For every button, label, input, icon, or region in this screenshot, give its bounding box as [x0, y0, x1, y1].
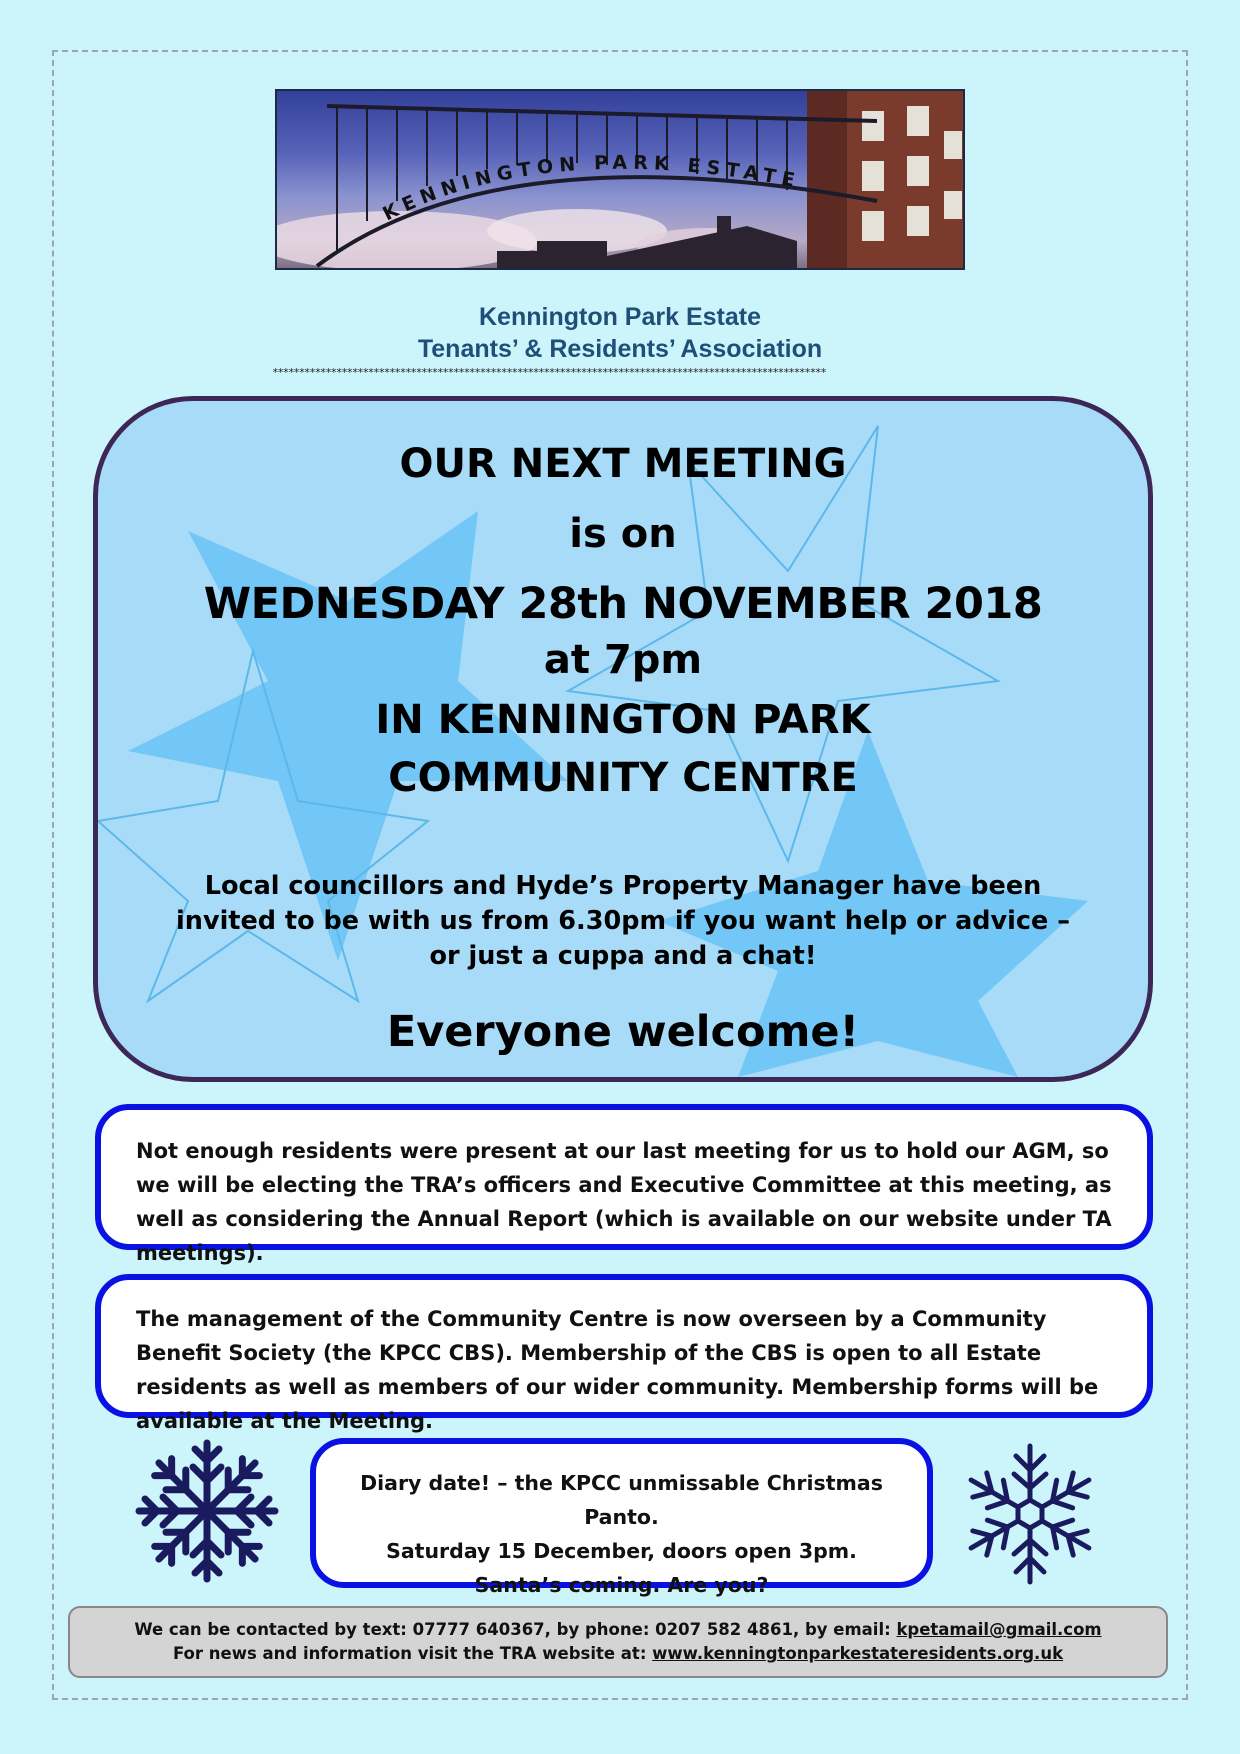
estate-sign-lettering: KENNINGTON PARK ESTATE	[379, 151, 803, 226]
meeting-heading: OUR NEXT MEETING	[399, 441, 847, 487]
cbs-notice: The management of the Community Centre is now overseen by a Community Benefit Society (the KPCC CBS). Membership of the CBS is open to all Estate residents as well as members of our wider community. Membership forms will be available at the Meeting.	[95, 1274, 1153, 1418]
meeting-announcement-box	[93, 396, 1153, 1082]
asterisk-divider: ********************************************************************************************************	[272, 368, 826, 378]
diary-line-1: Diary date! – the KPCC unmissable Christmas Panto.	[360, 1471, 883, 1529]
meeting-time: at 7pm	[543, 637, 703, 683]
meeting-invite-text: Local councillors and Hyde’s Property Manager have been invited to be with us from 6.30pm if you want help or advice – or just a cuppa and a chat!	[176, 871, 1070, 971]
org-subtitle: Tenants’ & Residents’ Association	[417, 335, 823, 363]
diary-date-notice	[310, 1438, 933, 1597]
diary-line-3: Santa’s coming. Are you?	[474, 1573, 769, 1597]
snowflake-icon	[956, 1440, 1104, 1588]
meeting-venue-line1: IN KENNINGTON PARK	[375, 697, 871, 743]
website-text: For news and information visit the TRA website at:	[172, 1644, 653, 1663]
website-link[interactable]: www.kenningtonparkestateresidents.org.uk	[652, 1644, 1064, 1663]
contact-footer	[68, 1606, 1168, 1678]
contact-text: We can be contacted by text: 07777 640367, by phone: 0207 582 4861, by email:	[134, 1620, 897, 1639]
org-name: Kennington Park Estate	[479, 303, 761, 331]
agm-notice: Not enough residents were present at our last meeting for us to hold our AGM, so we will be electing the TRA’s officers and Executive Committee at this meeting, as well as considering the Annual Report (which is available on our website under TA meetings).	[95, 1104, 1153, 1250]
email-link[interactable]: kpetamail@gmail.com	[896, 1620, 1102, 1639]
meeting-is-on: is on	[569, 511, 677, 557]
website-line	[70, 1642, 1166, 1666]
diary-line-2: Saturday 15 December, doors open 3pm.	[386, 1539, 857, 1563]
snowflake-icon	[132, 1436, 282, 1586]
meeting-date: WEDNESDAY 28th NOVEMBER 2018	[203, 579, 1043, 629]
meeting-venue-line2: COMMUNITY CENTRE	[388, 755, 858, 801]
everyone-welcome: Everyone welcome!	[386, 1007, 860, 1057]
contact-line	[70, 1618, 1166, 1642]
estate-sign-photo	[275, 89, 965, 270]
